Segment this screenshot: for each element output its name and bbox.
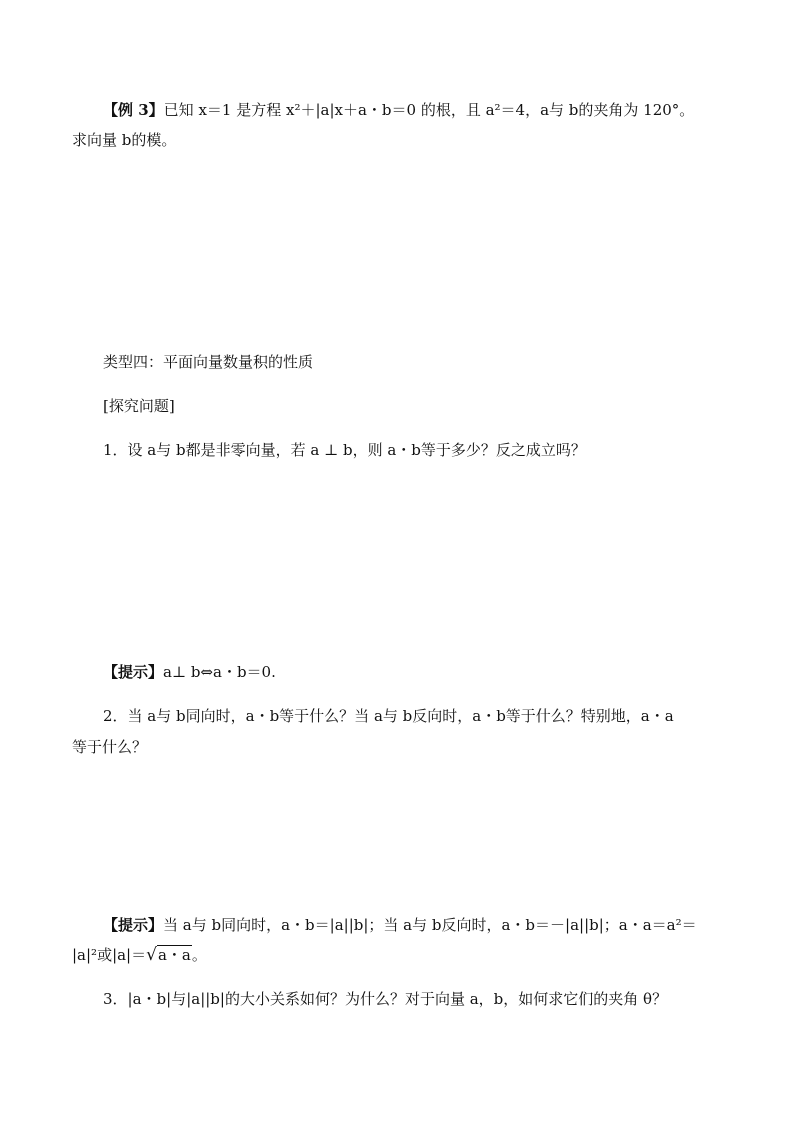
type-4-title: 类型四：平面向量数量积的性质 — [103, 353, 314, 371]
example-3-line-1 — [103, 100, 694, 120]
hint-2-text: 当 a与 b同向时，a・b＝|a||b|；当 a与 b反向时，a・b＝－|a||b|；a・a＝a²＝ — [163, 916, 697, 934]
example-3-label: 【例 3】 — [103, 101, 164, 119]
question-2-line-1: 2．当 a与 b同向时，a・b等于什么？当 a与 b反向时，a・b等于什么？特别地，a・a — [103, 707, 674, 725]
hint-2-line-2 — [72, 945, 207, 965]
sqrt-radical-icon: √ — [146, 945, 157, 965]
hint-2-line-2-suffix: 。 — [191, 946, 207, 964]
sqrt-radicand: a・a — [157, 946, 191, 964]
question-3: 3．|a・b|与|a||b|的大小关系如何？为什么？对于向量 a，b，如何求它们的夹角 θ？ — [103, 990, 668, 1008]
question-1: 1．设 a与 b都是非零向量，若 a ⊥ b，则 a・b等于多少？反之成立吗？ — [103, 441, 586, 459]
question-2-line-2: 等于什么？ — [72, 738, 148, 756]
hint-1-label: 【提示】 — [103, 663, 164, 681]
explore-title: [探究问题] — [103, 397, 175, 415]
hint-2-label: 【提示】 — [103, 916, 164, 934]
hint-2-line-2-prefix: |a|²或|a|＝ — [72, 946, 147, 964]
hint-1 — [103, 662, 276, 682]
hint-2-line-1 — [103, 915, 697, 935]
example-3-line-2: 求向量 b的模。 — [72, 131, 177, 149]
hint-1-text: a⊥ b⇔a・b＝0. — [163, 663, 276, 681]
example-3-text: 已知 x＝1 是方程 x²＋|a|x＋a・b＝0 的根，且 a²＝4，a与 b的夹角为 120°。 — [163, 101, 695, 119]
